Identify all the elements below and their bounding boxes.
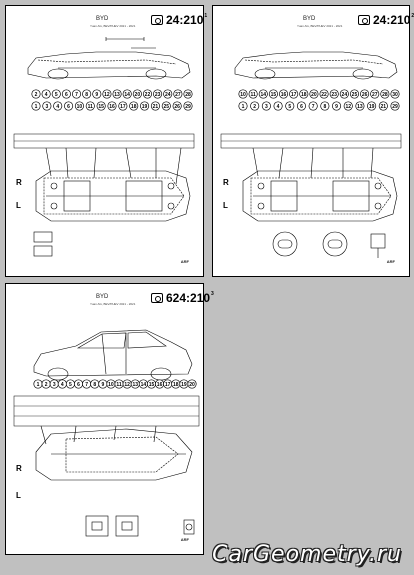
point-label: 27 xyxy=(175,92,181,98)
point-label: 9 xyxy=(101,382,105,388)
point-label: 7 xyxy=(85,382,89,388)
point-label: 15 xyxy=(270,92,277,98)
point-label: 8 xyxy=(323,104,327,110)
point-label: 28 xyxy=(185,92,191,98)
point-label: 16 xyxy=(156,382,163,388)
point-label: 6 xyxy=(65,92,68,98)
diagram-page-1 xyxy=(5,5,208,277)
point-label: 10 xyxy=(108,382,114,388)
point-label: 25 xyxy=(163,104,170,110)
page-model: Yuan AG, BEV/PHEV 2021 - 2021 xyxy=(90,24,136,28)
point-label: 5 xyxy=(288,104,292,110)
point-label: 4 xyxy=(276,104,280,110)
point-label: 21 xyxy=(152,104,159,110)
page-brand: BYD xyxy=(96,16,109,22)
page-footer-mark: ARF xyxy=(180,259,189,264)
point-label: 1 xyxy=(241,104,245,110)
point-label: 18 xyxy=(130,104,137,110)
point-label: 9 xyxy=(95,92,99,98)
page-code: 24:210 $^2$ xyxy=(358,13,414,27)
point-label: 20 xyxy=(311,92,317,98)
page-code: 24:210 $^1$ xyxy=(151,13,207,27)
diagram-page-3 xyxy=(5,283,214,555)
point-label: 6 xyxy=(300,104,303,110)
point-label: 19 xyxy=(181,382,187,388)
point-label: 16 xyxy=(280,92,287,98)
point-label: 5 xyxy=(54,92,58,98)
point-label: 14 xyxy=(260,92,267,98)
point-label: 10 xyxy=(240,92,246,98)
point-label: 11 xyxy=(250,92,256,98)
page-footer-mark: ARF xyxy=(180,537,189,542)
point-label: 4 xyxy=(60,382,64,388)
point-label: 12 xyxy=(345,104,352,110)
point-label: 10 xyxy=(76,104,83,110)
page-model: Yuan AG, BEV/PHEV 2021 - 2021 xyxy=(297,24,343,28)
point-label: 20 xyxy=(134,92,141,98)
point-label: 7 xyxy=(75,92,78,98)
point-label: 5 xyxy=(69,382,72,388)
point-label: 7 xyxy=(311,104,315,110)
point-label: 29 xyxy=(392,104,398,110)
point-label: 17 xyxy=(120,104,126,110)
point-label: 15 xyxy=(148,382,155,388)
side-right-label: R xyxy=(16,178,22,187)
point-label: 22 xyxy=(321,92,327,98)
point-label: 3 xyxy=(52,382,56,388)
point-label: 25 xyxy=(351,92,358,98)
point-label: 26 xyxy=(361,92,368,98)
point-label: 16 xyxy=(109,104,115,110)
point-label: 11 xyxy=(116,382,122,388)
side-left-label: L xyxy=(16,491,21,500)
side-left-label: L xyxy=(223,201,228,210)
point-label: 4 xyxy=(56,104,60,110)
point-label: 8 xyxy=(85,92,89,98)
point-label: 11 xyxy=(87,104,93,110)
page-brand: BYD xyxy=(96,294,109,300)
point-label: 3 xyxy=(264,104,268,110)
point-label: 6 xyxy=(67,104,70,110)
underbody-plan-1 xyxy=(6,6,205,278)
point-label: 18 xyxy=(301,92,307,98)
point-label: 12 xyxy=(124,382,130,388)
page-code: 624:210 $^3$ xyxy=(151,291,214,305)
side-right-label: R xyxy=(16,464,22,473)
point-label: 14 xyxy=(124,92,130,98)
point-label: 13 xyxy=(132,382,139,388)
point-label: 3 xyxy=(45,104,49,110)
point-label: 1 xyxy=(34,104,38,110)
point-label: 20 xyxy=(189,382,195,388)
point-label: 23 xyxy=(154,92,161,98)
side-right-label: R xyxy=(223,178,229,187)
side-left-label: L xyxy=(16,201,21,210)
point-label: 13 xyxy=(114,92,120,98)
point-label: 18 xyxy=(173,382,179,388)
point-label: 4 xyxy=(44,92,48,98)
point-label: 2 xyxy=(34,92,38,98)
point-label: 6 xyxy=(77,382,80,388)
point-label: 28 xyxy=(382,92,388,98)
point-label: 22 xyxy=(144,92,151,98)
page-brand: BYD xyxy=(303,16,316,22)
point-label: 14 xyxy=(140,382,147,388)
point-label: 27 xyxy=(371,92,378,98)
point-label: 23 xyxy=(331,92,337,98)
point-label: 12 xyxy=(104,92,110,98)
point-label: 19 xyxy=(141,104,148,110)
body-plan-diagram xyxy=(6,284,205,556)
site-watermark-logo: CarGeometry.ru xyxy=(212,542,402,567)
point-label: 24 xyxy=(164,92,171,98)
point-label: 15 xyxy=(98,104,104,110)
point-label: 30 xyxy=(392,92,398,98)
point-label: 13 xyxy=(357,104,363,110)
underbody-plan-2 xyxy=(213,6,411,278)
point-label: 8 xyxy=(93,382,97,388)
point-label: 24 xyxy=(341,92,348,98)
page-model: Yuan AG, BEV/PHEV 2021 - 2021 xyxy=(90,302,136,306)
point-label: 2 xyxy=(44,382,48,388)
point-label: 21 xyxy=(380,104,387,110)
point-label: 19 xyxy=(368,104,375,110)
point-label: 26 xyxy=(174,104,180,110)
point-label: 1 xyxy=(36,382,40,388)
page-footer-mark: ARF xyxy=(386,259,395,264)
point-label: 17 xyxy=(164,382,171,388)
point-label: 2 xyxy=(253,104,257,110)
point-label: 9 xyxy=(335,104,338,110)
point-label: 29 xyxy=(185,104,191,110)
diagram-page-2 xyxy=(212,5,414,277)
point-label: 17 xyxy=(290,92,297,98)
